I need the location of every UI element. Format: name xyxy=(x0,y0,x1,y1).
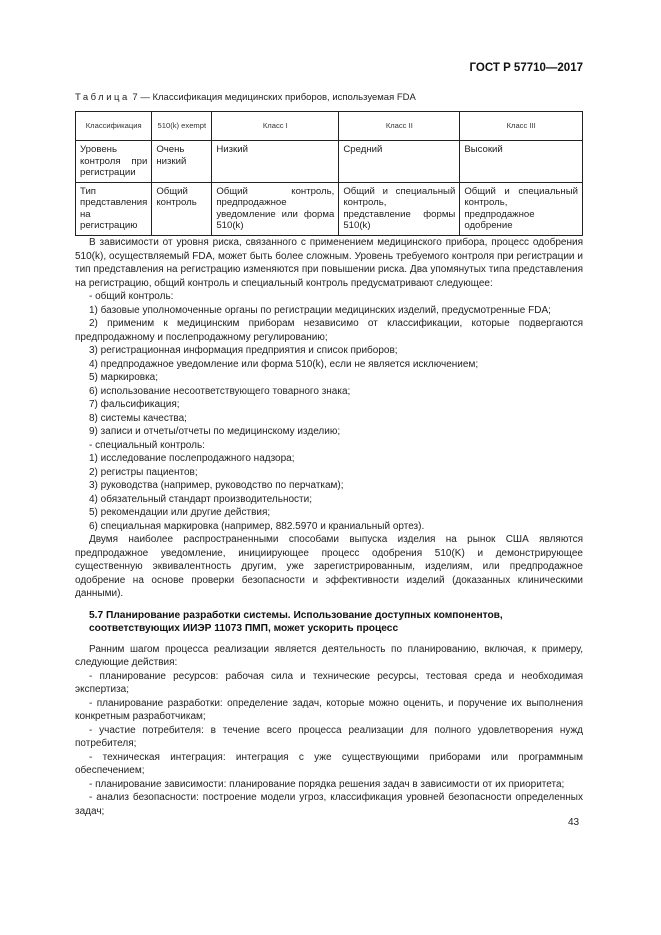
paragraph: 1) базовые уполномоченные органы по регистрации медицинских изделий, предусмотренные FDA; xyxy=(89,304,551,316)
paragraph: 6) специальная маркировка (например, 882.5970 и краниальный ортез). xyxy=(89,520,425,532)
table-caption xyxy=(75,92,416,103)
section-heading: 5.7 Планирование разработки системы. Использование доступных компонентов, соответствующих ИИЭР 11073 ПМП, может ускорить процесс xyxy=(89,609,503,634)
table-header: Класс II xyxy=(339,112,460,141)
paragraph: 3) руководства (например, руководство по перчаткам); xyxy=(89,480,344,491)
table-cell: Тип представления на регистрацию xyxy=(76,182,152,235)
page-number: 43 xyxy=(568,817,580,828)
paragraph: 7) фальсификация; xyxy=(89,399,180,410)
paragraph: - участие потребителя: в течение всего процесса реализации для полного удовлетворения нужд потребителя; xyxy=(75,724,583,749)
paragraph: 8) системы качества; xyxy=(89,412,187,424)
table-cell: Общий контроль, предпродажное уведомление или форма 510(k) xyxy=(212,182,339,235)
table-cell: Общий контроль xyxy=(152,182,212,235)
paragraph: 1) исследование послепродажного надзора; xyxy=(89,453,295,464)
table-cell: Средний xyxy=(339,141,460,183)
table-cell: Общий и специальный контроль, предпродажное одобрение xyxy=(460,182,583,235)
paragraph: - техническая интеграция: интеграция с уже существующими приборами или программным обеспечением; xyxy=(75,751,583,776)
table-header: Класс III xyxy=(460,112,583,141)
table-row xyxy=(76,182,583,235)
table-header: 510(k) exempt xyxy=(152,112,212,141)
table-cell: Общий и специальный контроль, представление формы 510(k) xyxy=(339,182,460,235)
table-header-row xyxy=(76,112,583,141)
paragraph: 3) регистрационная информация предприятия и список приборов; xyxy=(89,345,398,356)
paragraph: 2) применим к медицинским приборам независимо от классификации, которые подвергаются предпродажному и послепродажному регулированию; xyxy=(75,318,583,343)
fda-classification-table xyxy=(75,111,583,236)
table-header: Класс I xyxy=(212,112,339,141)
standard-header: ГОСТ Р 57710—2017 xyxy=(469,62,583,74)
table-caption-prefix: Таблица xyxy=(75,92,130,103)
paragraph: 5) маркировка; xyxy=(89,372,158,383)
paragraph: - планирование зависимости: планирование порядка решения задач в зависимости от их приоритета; xyxy=(89,778,565,790)
table-cell: Высокий xyxy=(460,141,583,183)
table-cell: Уровень контроля при регистрации xyxy=(76,141,152,183)
paragraph: 4) обязательный стандарт производительности; xyxy=(89,493,312,505)
paragraph: - планирование ресурсов: рабочая сила и технические ресурсы, тестовая среда и необходимая экспертиза; xyxy=(75,670,583,695)
paragraph: Ранним шагом процесса реализации является деятельность по планированию, включая, к примеру, следующие действия: xyxy=(75,643,583,668)
paragraph: 5) рекомендации или другие действия; xyxy=(89,507,271,518)
table-cell: Низкий xyxy=(212,141,339,183)
paragraph: 9) записи и отчеты/отчеты по медицинскому изделию; xyxy=(89,426,341,437)
table-caption-text: 7 — Классификация медицинских приборов, используемая FDA xyxy=(132,92,416,103)
table-header: Классификация xyxy=(76,112,152,141)
paragraph: - анализ безопасности: построение модели угроз, классификация уровней безопасности определенных задач; xyxy=(75,792,583,817)
paragraph: - специальный контроль: xyxy=(89,439,205,451)
paragraph: В зависимости от уровня риска, связанного с применением медицинского прибора, процесс одобрения 510(k), осуществляемый FDA, может быть более сложным. Уровень требуемого контроля при регистрации и тип представления на регистрацию изменяются при повышении риска. Два упомянутых типа представления на регистрацию, общий контроль и специальный контроль предусматривают следующее: xyxy=(75,237,583,289)
paragraph: 2) регистры пациентов; xyxy=(89,466,198,478)
table-cell: Очень низкий xyxy=(152,141,212,183)
body-text xyxy=(75,236,583,818)
paragraph: Двумя наиболее распространенными способами выпуска изделия на рынок США являются предпродажное уведомление, инициирующее процесс одобрения 510(K) и демонстрирующее существенную эквивалентность другим, уже зарегистрированным, изделиям, или предпродажное одобрение на основе проверки безопасности и эффективности изделий (доказанных клиническими данными). xyxy=(75,534,583,599)
paragraph: - общий контроль: xyxy=(89,291,174,302)
paragraph: - планирование разработки: определение задач, которые можно оценить, и поручение их выполнения конкретным разработчикам; xyxy=(75,697,583,722)
paragraph: 6) использование несоответствующего товарного знака; xyxy=(89,385,351,397)
paragraph: 4) предпродажное уведомление или форма 510(k), если не является исключением; xyxy=(89,358,479,370)
table-row xyxy=(76,141,583,183)
